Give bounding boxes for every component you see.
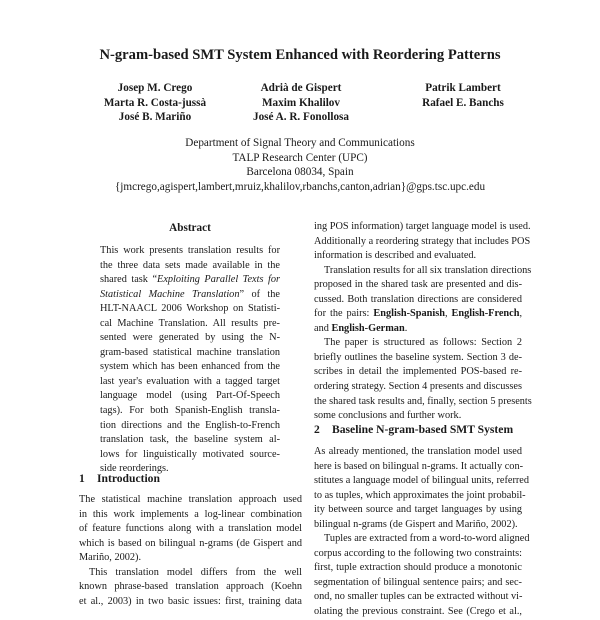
text-line: side reorderings. <box>100 463 169 475</box>
text-line: system which has been enhanced from the <box>100 361 280 373</box>
text-line: The statistical machine translation approach used <box>79 494 302 505</box>
text-line: Additionally a reordering strategy that includes POS <box>314 235 531 247</box>
text-line: known phrase-based translation approach (Koehn <box>79 581 302 593</box>
text-line: This translation model differs from the well <box>89 566 302 578</box>
workshop-title-part2: Statistical Machine Translation <box>100 288 240 300</box>
text-line: to as tuples, which approximates the joint probabil- <box>314 489 526 501</box>
right-column-intro <box>314 220 532 424</box>
pair-english-spanish: English-Spanish <box>373 308 445 320</box>
text-line: ing POS information) target language model is used. <box>314 221 531 232</box>
text-line: corpus according to the following two constraints: <box>314 547 522 559</box>
author: José B. Mariño <box>118 111 192 123</box>
text-line: proposed in the shared task are presented and dis- <box>314 279 522 291</box>
paper-title: N-gram-based SMT System Enhanced with Reordering Patterns <box>99 47 501 63</box>
text-line: The paper is structured as follows: Section 2 <box>324 337 522 349</box>
text-line: Mariño, 2002). <box>79 552 142 564</box>
research-center: TALP Research Center (UPC) <box>232 151 368 164</box>
text-line: the three data sets made available in the <box>100 259 280 271</box>
text-line: Statistical Machine Translation” of the <box>100 288 280 300</box>
abstract-heading: Abstract <box>169 222 211 234</box>
section-2-heading: 2 Baseline N-gram-based SMT System <box>314 423 514 436</box>
text-line: first, tuple extraction should produce a monotonic <box>314 562 522 574</box>
author-column-3 <box>398 81 528 110</box>
author: Josep M. Crego <box>117 82 193 94</box>
workshop-title-part1: Exploiting Parallel Texts for <box>157 274 280 286</box>
text-line: ond, no smaller tuples can be extracted without vi- <box>314 591 523 603</box>
text-line: translation task, the baseline system al- <box>100 434 280 446</box>
author: Adrià de Gispert <box>260 82 342 94</box>
pair-english-german: English-German <box>331 322 405 334</box>
pair-english-french: English-French <box>451 308 520 320</box>
text-line: Translation results for all six translation directions <box>324 264 532 276</box>
text-line: et al., 2003) in two basic issues: first, training data <box>79 595 302 607</box>
section-1-body <box>79 493 302 609</box>
address: Barcelona 08034, Spain <box>246 166 354 178</box>
text-line: HLT-NAACL 2006 Workshop on Statisti- <box>100 303 280 315</box>
author: Rafael E. Banchs <box>422 96 504 109</box>
text-line: sented were generated by using the N- <box>100 332 280 344</box>
text-line: in this work implements a log-linear combination <box>79 508 302 520</box>
author: Patrik Lambert <box>425 82 501 94</box>
text-line: language model (using Part-Of-Speech <box>100 390 280 402</box>
author: Maxim Khalilov <box>261 96 340 109</box>
section-2-body <box>314 445 530 620</box>
text-line: here is based on bilingual n-grams. It actually con- <box>314 460 524 472</box>
text-line: tags). For both Spanish-English transla- <box>100 405 280 417</box>
text-line: stitutes a language model of bilingual units, referred <box>314 475 530 487</box>
text-line: scribes in detail the implemented POS-based re- <box>314 366 522 378</box>
text-line: for the pairs: English-Spanish, English-French, <box>314 308 523 320</box>
author-column-1 <box>90 81 220 125</box>
email-addresses: {jmcrego,agispert,lambert,mruiz,khalilov,rbanchs,canton,adrian}@gps.tsc.upc.edu <box>114 180 486 193</box>
text-line: information is described and evaluated. <box>314 250 477 262</box>
text-line: shared task “Exploiting Parallel Texts for <box>100 274 280 286</box>
text-line: segmentation of bilingual sentence pairs; and sec- <box>314 576 522 588</box>
text-line: which is based on bilingual n-grams (de Gispert and <box>79 537 302 549</box>
abstract-body <box>100 244 280 477</box>
text-line: ordering strategy. Section 4 presents and discusses <box>314 381 522 393</box>
section-1-heading: 1 Introduction <box>79 472 160 485</box>
text-line: of feature functions along with a translation model <box>79 523 302 535</box>
author-column-2 <box>236 81 366 125</box>
author: Marta R. Costa-jussà <box>103 96 207 109</box>
text-line: bilingual n-grams (de Gispert and Mariño, 2002). <box>314 518 518 530</box>
text-line: As already mentioned, the translation model used <box>314 446 522 457</box>
text-line: cussed. Both translation directions are considered <box>314 293 522 305</box>
affiliation <box>0 136 600 194</box>
text-line: ity between source and target languages by using <box>314 504 522 516</box>
text-line: cal Machine Translation. All results pre- <box>100 317 280 329</box>
author: José A. R. Fonollosa <box>252 111 350 123</box>
text-line: briefly outlines the baseline system. Section 3 de- <box>314 351 522 363</box>
text-line: last year's evaluation with a tagged target <box>100 375 280 387</box>
text-line: lows for linguistically motivated source- <box>100 448 280 460</box>
text-line: This work presents translation results for <box>100 245 280 256</box>
text-line: olating the previous constraint. See (Crego et al., <box>314 606 522 618</box>
text-line: the shared task results and, finally, section 5 presents <box>314 395 532 407</box>
text-line: Tuples are extracted from a word-to-word aligned <box>324 533 530 545</box>
text-line: tion directions and the English-to-French <box>100 419 280 431</box>
text-line: gram-based statistical machine translation <box>100 346 280 358</box>
text-line: and English-German. <box>314 322 408 334</box>
text-line: some conclusions and further work. <box>314 410 462 422</box>
department: Department of Signal Theory and Communications <box>185 137 415 149</box>
